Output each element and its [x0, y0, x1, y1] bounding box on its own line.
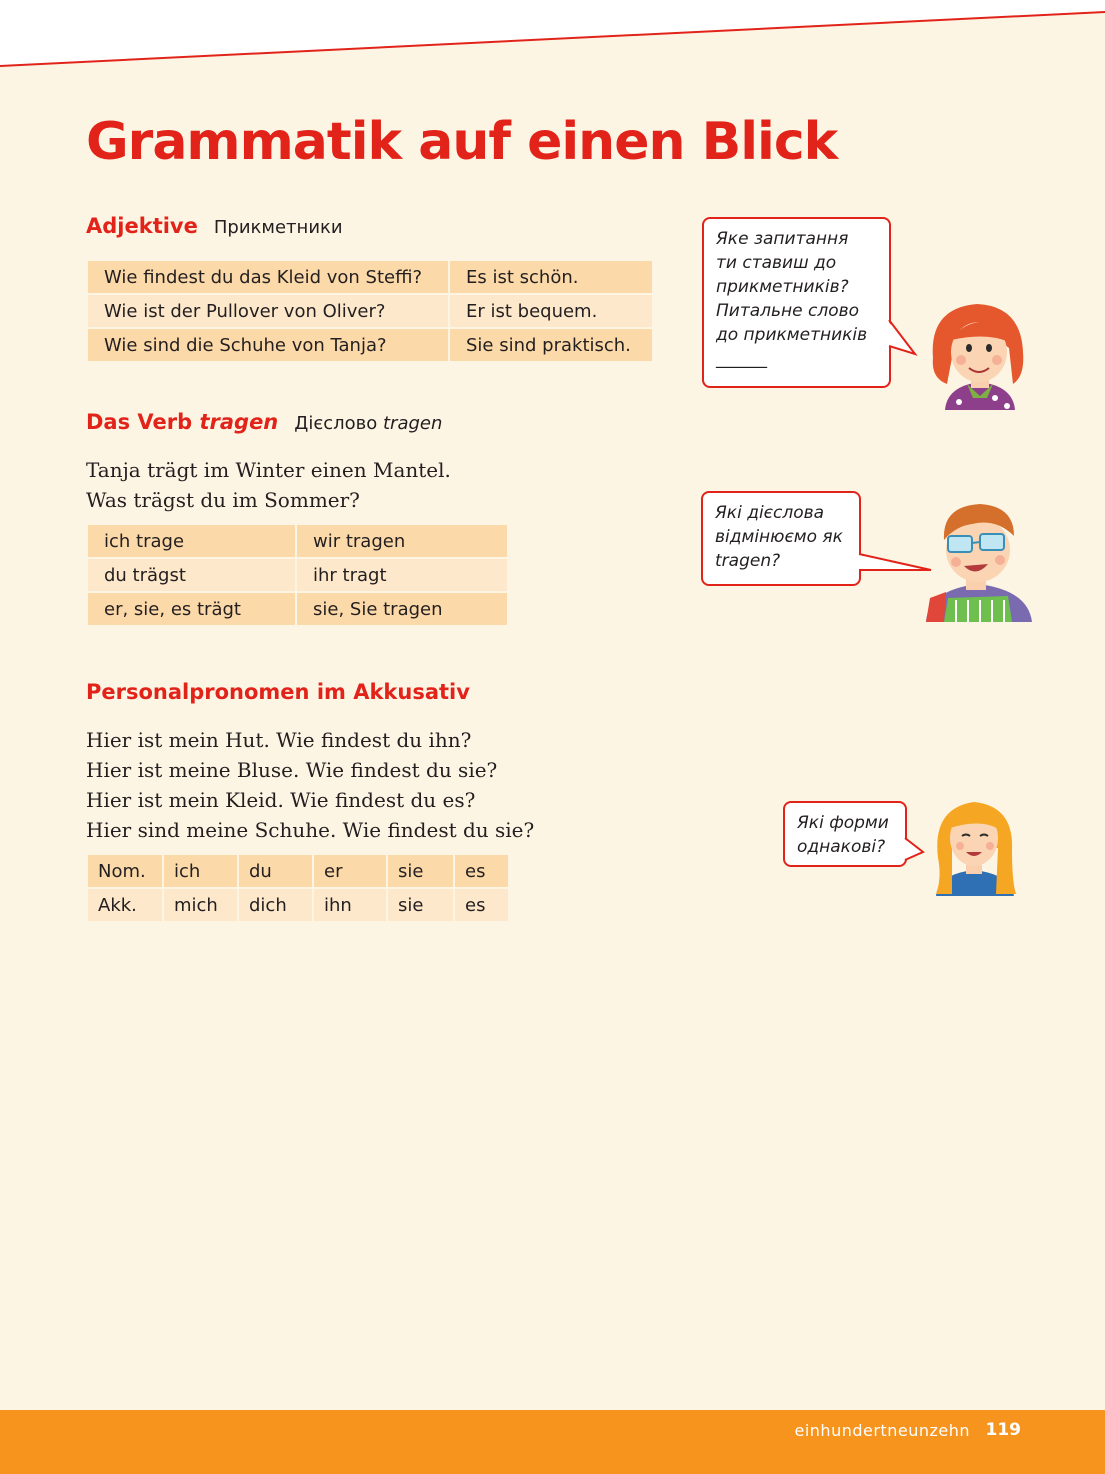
girl-redhair-illustration [925, 298, 1035, 410]
table-cell: es [454, 854, 509, 888]
table-cell: Wie findest du das Kleid von Steffi? [87, 260, 449, 294]
bubble-line: відмінюємо як [715, 527, 843, 547]
verb-subheading [294, 413, 442, 434]
pronomen-heading: Personalpronomen im Akkusativ [86, 680, 470, 704]
table-row [87, 592, 508, 626]
table-row [87, 888, 509, 922]
bubble-tail [887, 318, 921, 358]
sentence: Was trägst du im Sommer? [86, 488, 360, 512]
verb-heading [86, 410, 442, 434]
boy-glasses-illustration [922, 500, 1036, 622]
table-cell: ich [163, 854, 238, 888]
girl-blonde-illustration [932, 798, 1018, 896]
bubble-line: Які форми [797, 813, 889, 833]
adjektive-heading-text: Adjektive [86, 214, 198, 238]
bubble-line: однакові? [797, 837, 886, 857]
table-row [87, 558, 508, 592]
table-cell: Akk. [87, 888, 163, 922]
table-cell: Wie sind die Schuhe von Tanja? [87, 328, 449, 362]
adjektive-subheading: Прикметники [213, 217, 343, 238]
table-cell: Wie ist der Pullover von Oliver? [87, 294, 449, 328]
table-cell: dich [238, 888, 313, 922]
table-cell: du trägst [87, 558, 296, 592]
pronomen-sentences [86, 725, 534, 845]
bubble-line: до прикметників [716, 325, 868, 345]
table-row [87, 260, 653, 294]
bubble-tail [903, 836, 929, 864]
bubble-line: прикметників? [716, 277, 849, 297]
footer-page-word: einhundertneunzehn [794, 1421, 970, 1440]
speech-bubble-pronomen [783, 801, 907, 867]
verb-sentences [86, 455, 451, 515]
footer-bar [0, 1410, 1105, 1474]
verb-conjugation-table [86, 523, 509, 627]
sentence: Tanja trägt im Winter einen Mantel. [86, 458, 451, 482]
table-cell: sie, Sie tragen [296, 592, 508, 626]
adjektive-table [86, 259, 654, 363]
table-row [87, 328, 653, 362]
table-cell: er [313, 854, 387, 888]
adjektive-heading [86, 214, 343, 238]
table-row [87, 524, 508, 558]
table-row [87, 294, 653, 328]
bubble-line: ти ставиш до [716, 253, 837, 273]
page-title: Grammatik auf einen Blick [86, 112, 838, 172]
bubble-line: Які дієслова [715, 503, 825, 523]
bubble-line: Яке запитання [716, 229, 849, 249]
table-cell: Sie sind praktisch. [449, 328, 653, 362]
table-cell: er, sie, es trägt [87, 592, 296, 626]
table-cell: sie [387, 888, 454, 922]
table-cell: ich trage [87, 524, 296, 558]
verb-subheading-verb: tragen [382, 413, 443, 434]
verb-heading-prefix: Das Verb [86, 410, 193, 434]
table-cell: Es ist schön. [449, 260, 653, 294]
verb-heading-verb: tragen [199, 410, 279, 434]
table-cell: es [454, 888, 509, 922]
top-wedge-decoration [0, 0, 1105, 70]
table-cell: wir tragen [296, 524, 508, 558]
table-cell: Er ist bequem. [449, 294, 653, 328]
table-cell: ihn [313, 888, 387, 922]
bubble-line: Питальне слово [716, 301, 860, 321]
sentence: Hier ist mein Kleid. Wie findest du es? [86, 788, 476, 812]
sentence: Hier sind meine Schuhe. Wie findest du sie? [86, 818, 535, 842]
table-cell: sie [387, 854, 454, 888]
table-cell: du [238, 854, 313, 888]
bubble-line: ______ [716, 349, 767, 369]
sentence: Hier ist mein Hut. Wie findest du ihn? [86, 728, 472, 752]
table-row [87, 854, 509, 888]
pronomen-table [86, 853, 510, 923]
table-cell: Nom. [87, 854, 163, 888]
speech-bubble-verb [701, 491, 861, 586]
sentence: Hier ist meine Bluse. Wie findest du sie? [86, 758, 498, 782]
table-cell: ihr tragt [296, 558, 508, 592]
bubble-line: tragen? [715, 551, 781, 571]
footer-page-number: 119 [985, 1420, 1021, 1440]
speech-bubble-adjektive [702, 217, 891, 388]
table-cell: mich [163, 888, 238, 922]
verb-subheading-prefix: Дієслово [294, 413, 378, 434]
